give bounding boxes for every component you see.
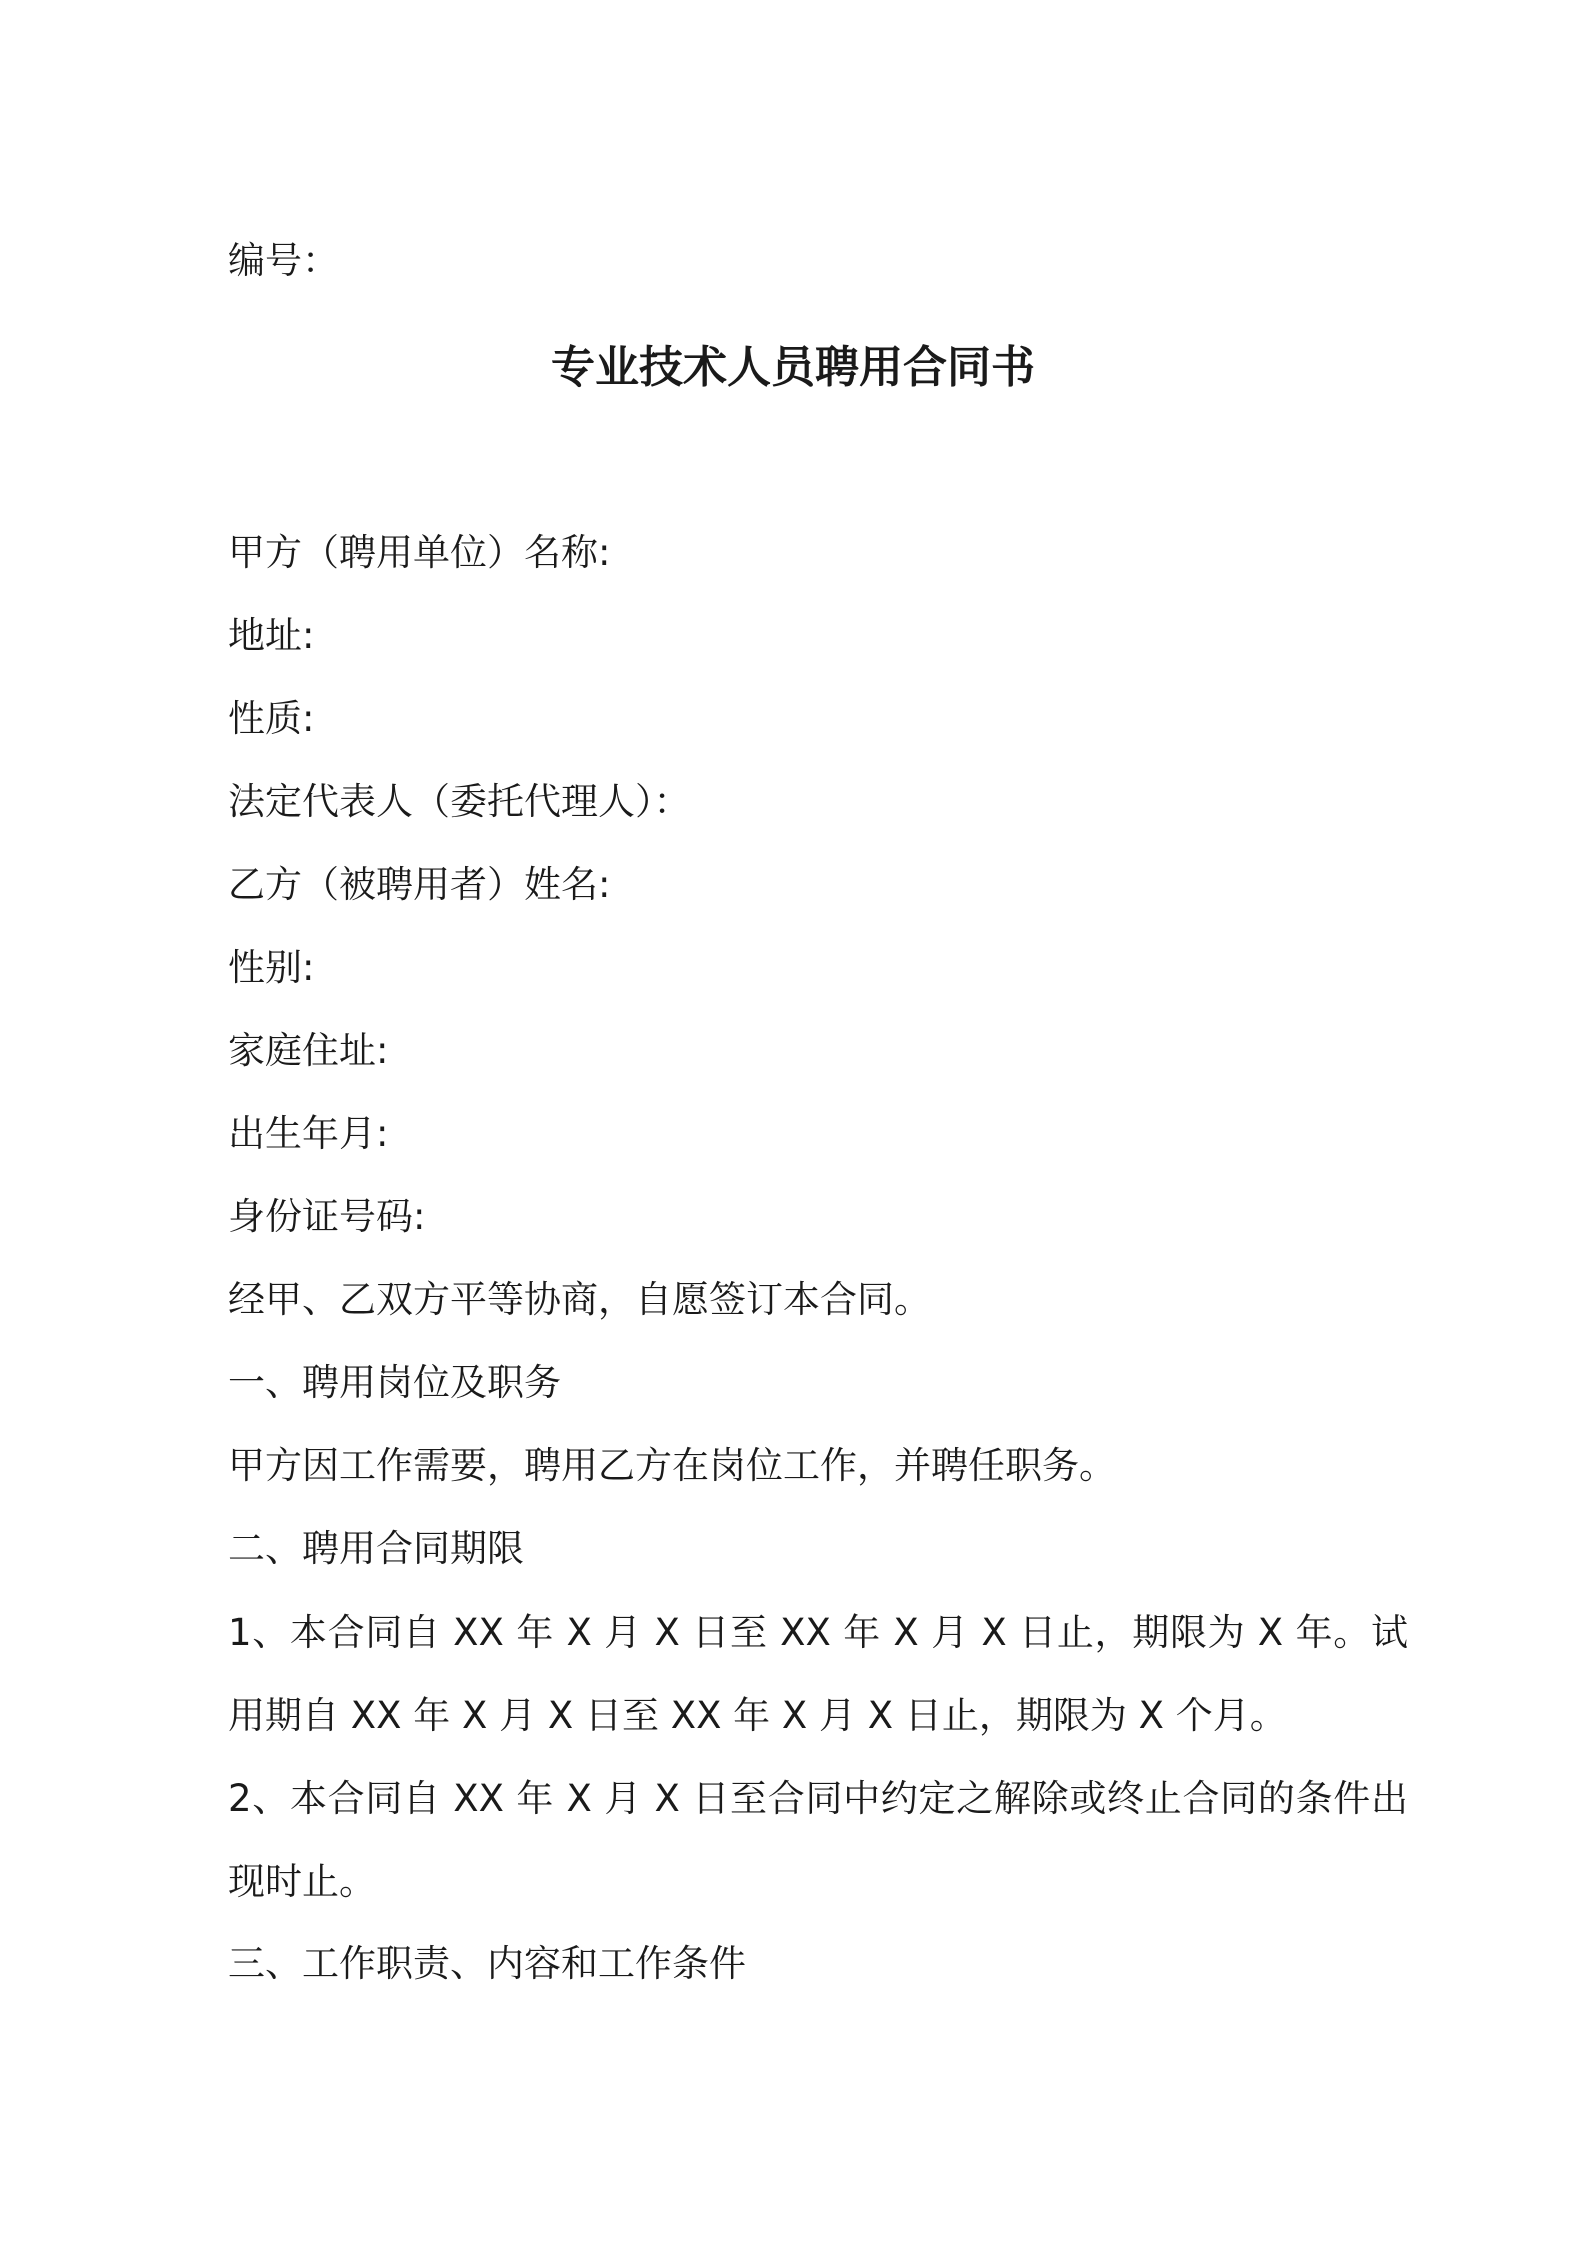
party-a-name-label: 甲方（聘用单位）名称: xyxy=(228,531,611,574)
document-title: 专业技术人员聘用合同书 xyxy=(551,342,1035,393)
party-a-representative-label: 法定代表人（委托代理人）： xyxy=(228,780,691,823)
section-1-text: 甲方因工作需要，聘用乙方在岗位工作，并聘任职务。 xyxy=(228,1444,1116,1487)
serial-number-label: 编号： xyxy=(228,239,339,282)
section-2-item-1: 1、本合同自 XX 年 X 月 X 日至 XX 年 X 月 X 日止，期限为 X 年。试用期自 XX 年 X 月 X 日至 XX 年 X 月 X 日止，期限为 X 个月。 xyxy=(228,1611,1408,1737)
section-2-heading: 二、聘用合同期限 xyxy=(228,1527,524,1570)
party-b-id-label: 身份证号码: xyxy=(228,1195,426,1238)
party-b-home-address-label: 家庭住址: xyxy=(228,1029,389,1072)
section-3-heading: 三、工作职责、内容和工作条件 xyxy=(228,1942,746,1985)
party-a-nature-label: 性质: xyxy=(228,697,315,740)
party-b-birth-label: 出生年月: xyxy=(228,1112,389,1155)
section-2-item-2: 2、本合同自 XX 年 X 月 X 日至合同中约定之解除或终止合同的条件出现时止。 xyxy=(228,1777,1408,1903)
party-a-address-label: 地址: xyxy=(228,614,315,657)
section-1-heading: 一、聘用岗位及职务 xyxy=(228,1361,561,1404)
party-b-gender-label: 性别: xyxy=(228,946,315,989)
agreement-statement: 经甲、乙双方平等协商，自愿签订本合同。 xyxy=(228,1278,931,1321)
party-b-name-label: 乙方（被聘用者）姓名: xyxy=(228,863,611,906)
